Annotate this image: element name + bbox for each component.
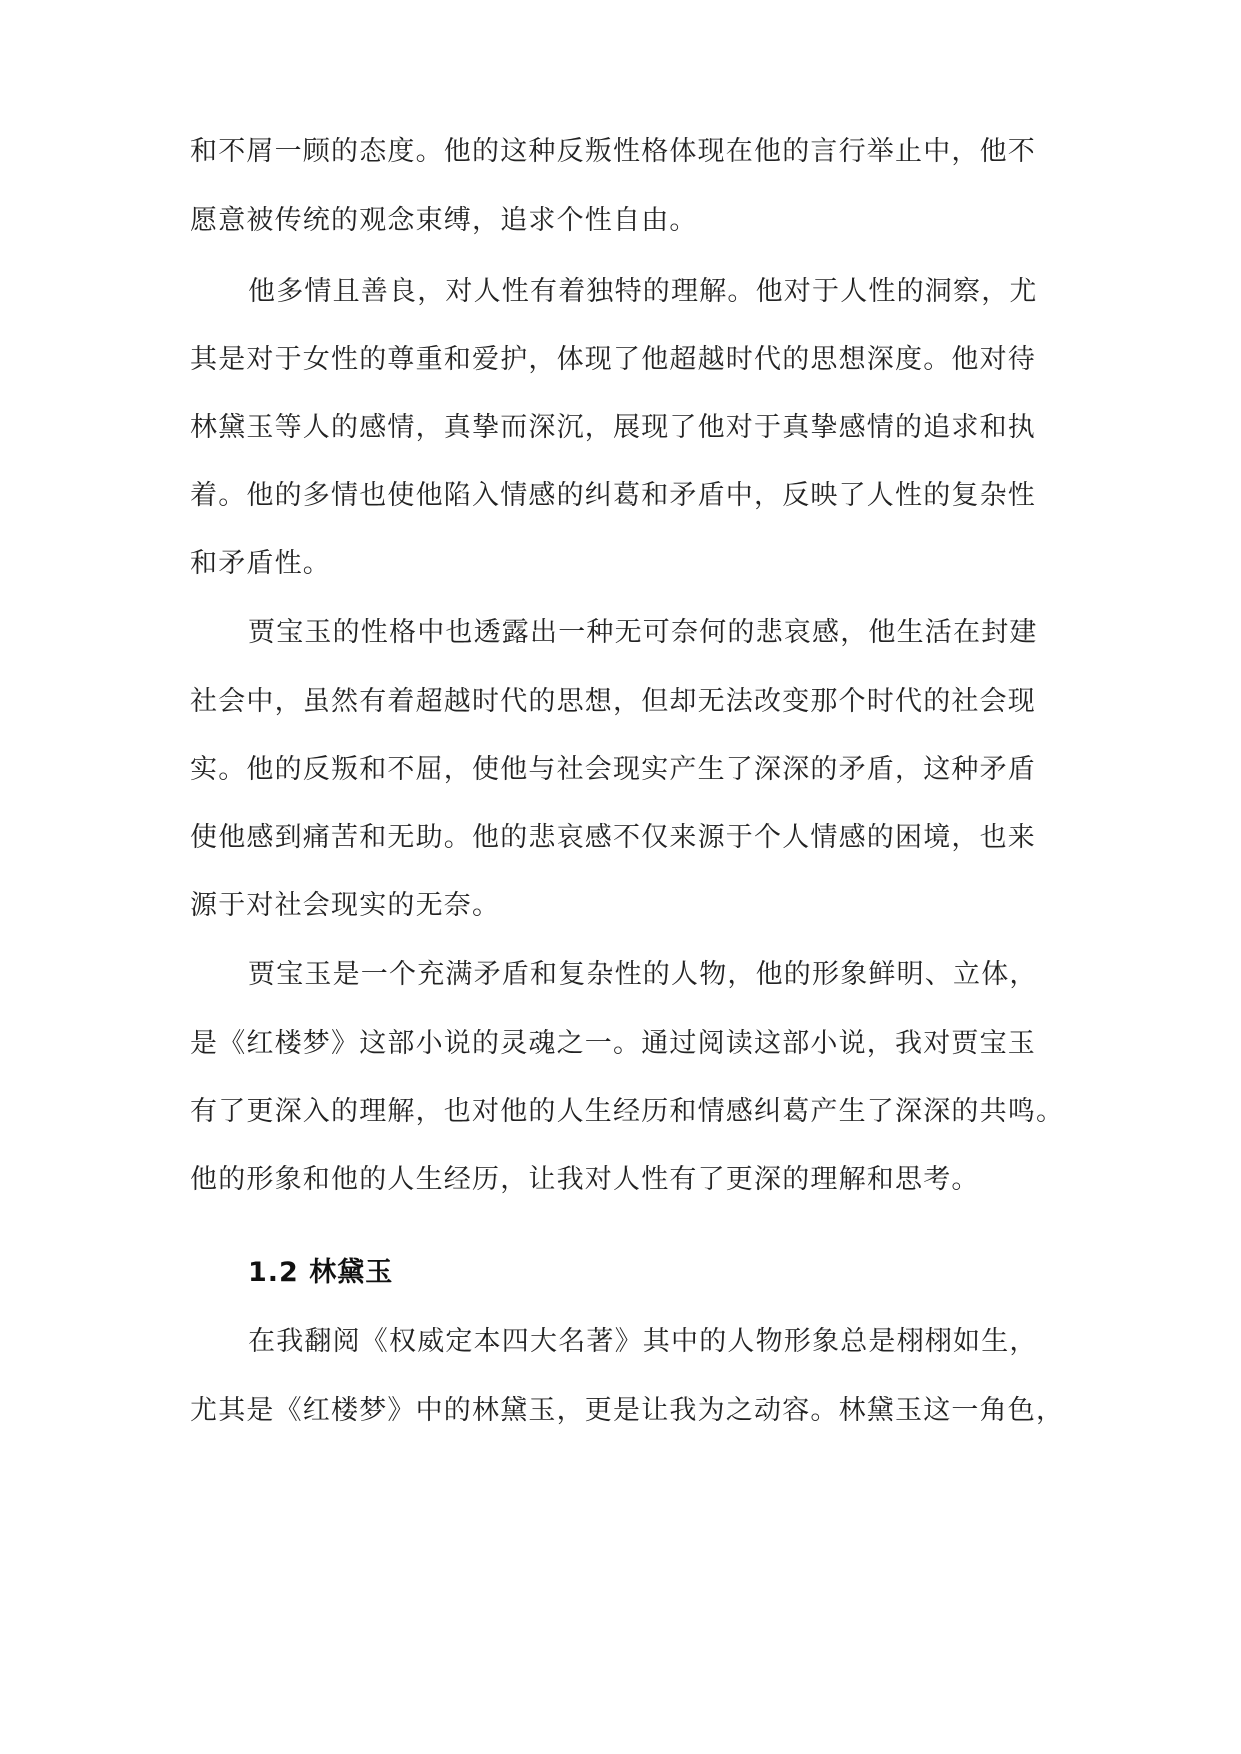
paragraph-3-line-1: 贾宝玉的性格中也透露出一种无可奈何的悲哀感，他生活在封建 xyxy=(248,617,1038,648)
paragraph-3-line-5: 源于对社会现实的无奈。 xyxy=(190,890,501,921)
paragraph-4-line-2: 是《红楼梦》这部小说的灵魂之一。通过阅读这部小说，我对贾宝玉 xyxy=(190,1028,1036,1059)
paragraph-2-line-2: 其是对于女性的尊重和爱护，体现了他超越时代的思想深度。他对待 xyxy=(190,344,1036,375)
paragraph-4-line-3: 有了更深入的理解，也对他的人生经历和情感纠葛产生了深深的共鸣。 xyxy=(190,1096,1065,1127)
paragraph-1-line-2: 愿意被传统的观念束缚，追求个性自由。 xyxy=(190,205,698,236)
paragraph-2-line-1: 他多情且善良，对人性有着独特的理解。他对于人性的洞察，尤 xyxy=(248,276,1038,307)
paragraph-1-line-1: 和不屑一顾的态度。他的这种反叛性格体现在他的言行举止中，他不 xyxy=(190,136,1036,167)
paragraph-2-line-5: 和矛盾性。 xyxy=(190,548,331,579)
paragraph-4-line-4: 他的形象和他的人生经历，让我对人性有了更深的理解和思考。 xyxy=(190,1164,980,1195)
section-paragraph-line-1: 在我翻阅《权威定本四大名著》其中的人物形象总是栩栩如生， xyxy=(248,1326,1038,1357)
paragraph-3-line-3: 实。他的反叛和不屈，使他与社会现实产生了深深的矛盾，这种矛盾 xyxy=(190,754,1036,785)
section-heading: 1.2 林黛玉 xyxy=(248,1257,394,1288)
paragraph-3-line-4: 使他感到痛苦和无助。他的悲哀感不仅来源于个人情感的困境，也来 xyxy=(190,822,1036,853)
section-paragraph-line-2: 尤其是《红楼梦》中的林黛玉，更是让我为之动容。林黛玉这一角色， xyxy=(190,1395,1065,1426)
paragraph-4-line-1: 贾宝玉是一个充满矛盾和复杂性的人物，他的形象鲜明、立体， xyxy=(248,959,1038,990)
paragraph-2-line-4: 着。他的多情也使他陷入情感的纠葛和矛盾中，反映了人性的复杂性 xyxy=(190,480,1036,511)
paragraph-2-line-3: 林黛玉等人的感情，真挚而深沉，展现了他对于真挚感情的追求和执 xyxy=(190,412,1036,443)
paragraph-3-line-2: 社会中，虽然有着超越时代的思想，但却无法改变那个时代的社会现 xyxy=(190,686,1036,717)
